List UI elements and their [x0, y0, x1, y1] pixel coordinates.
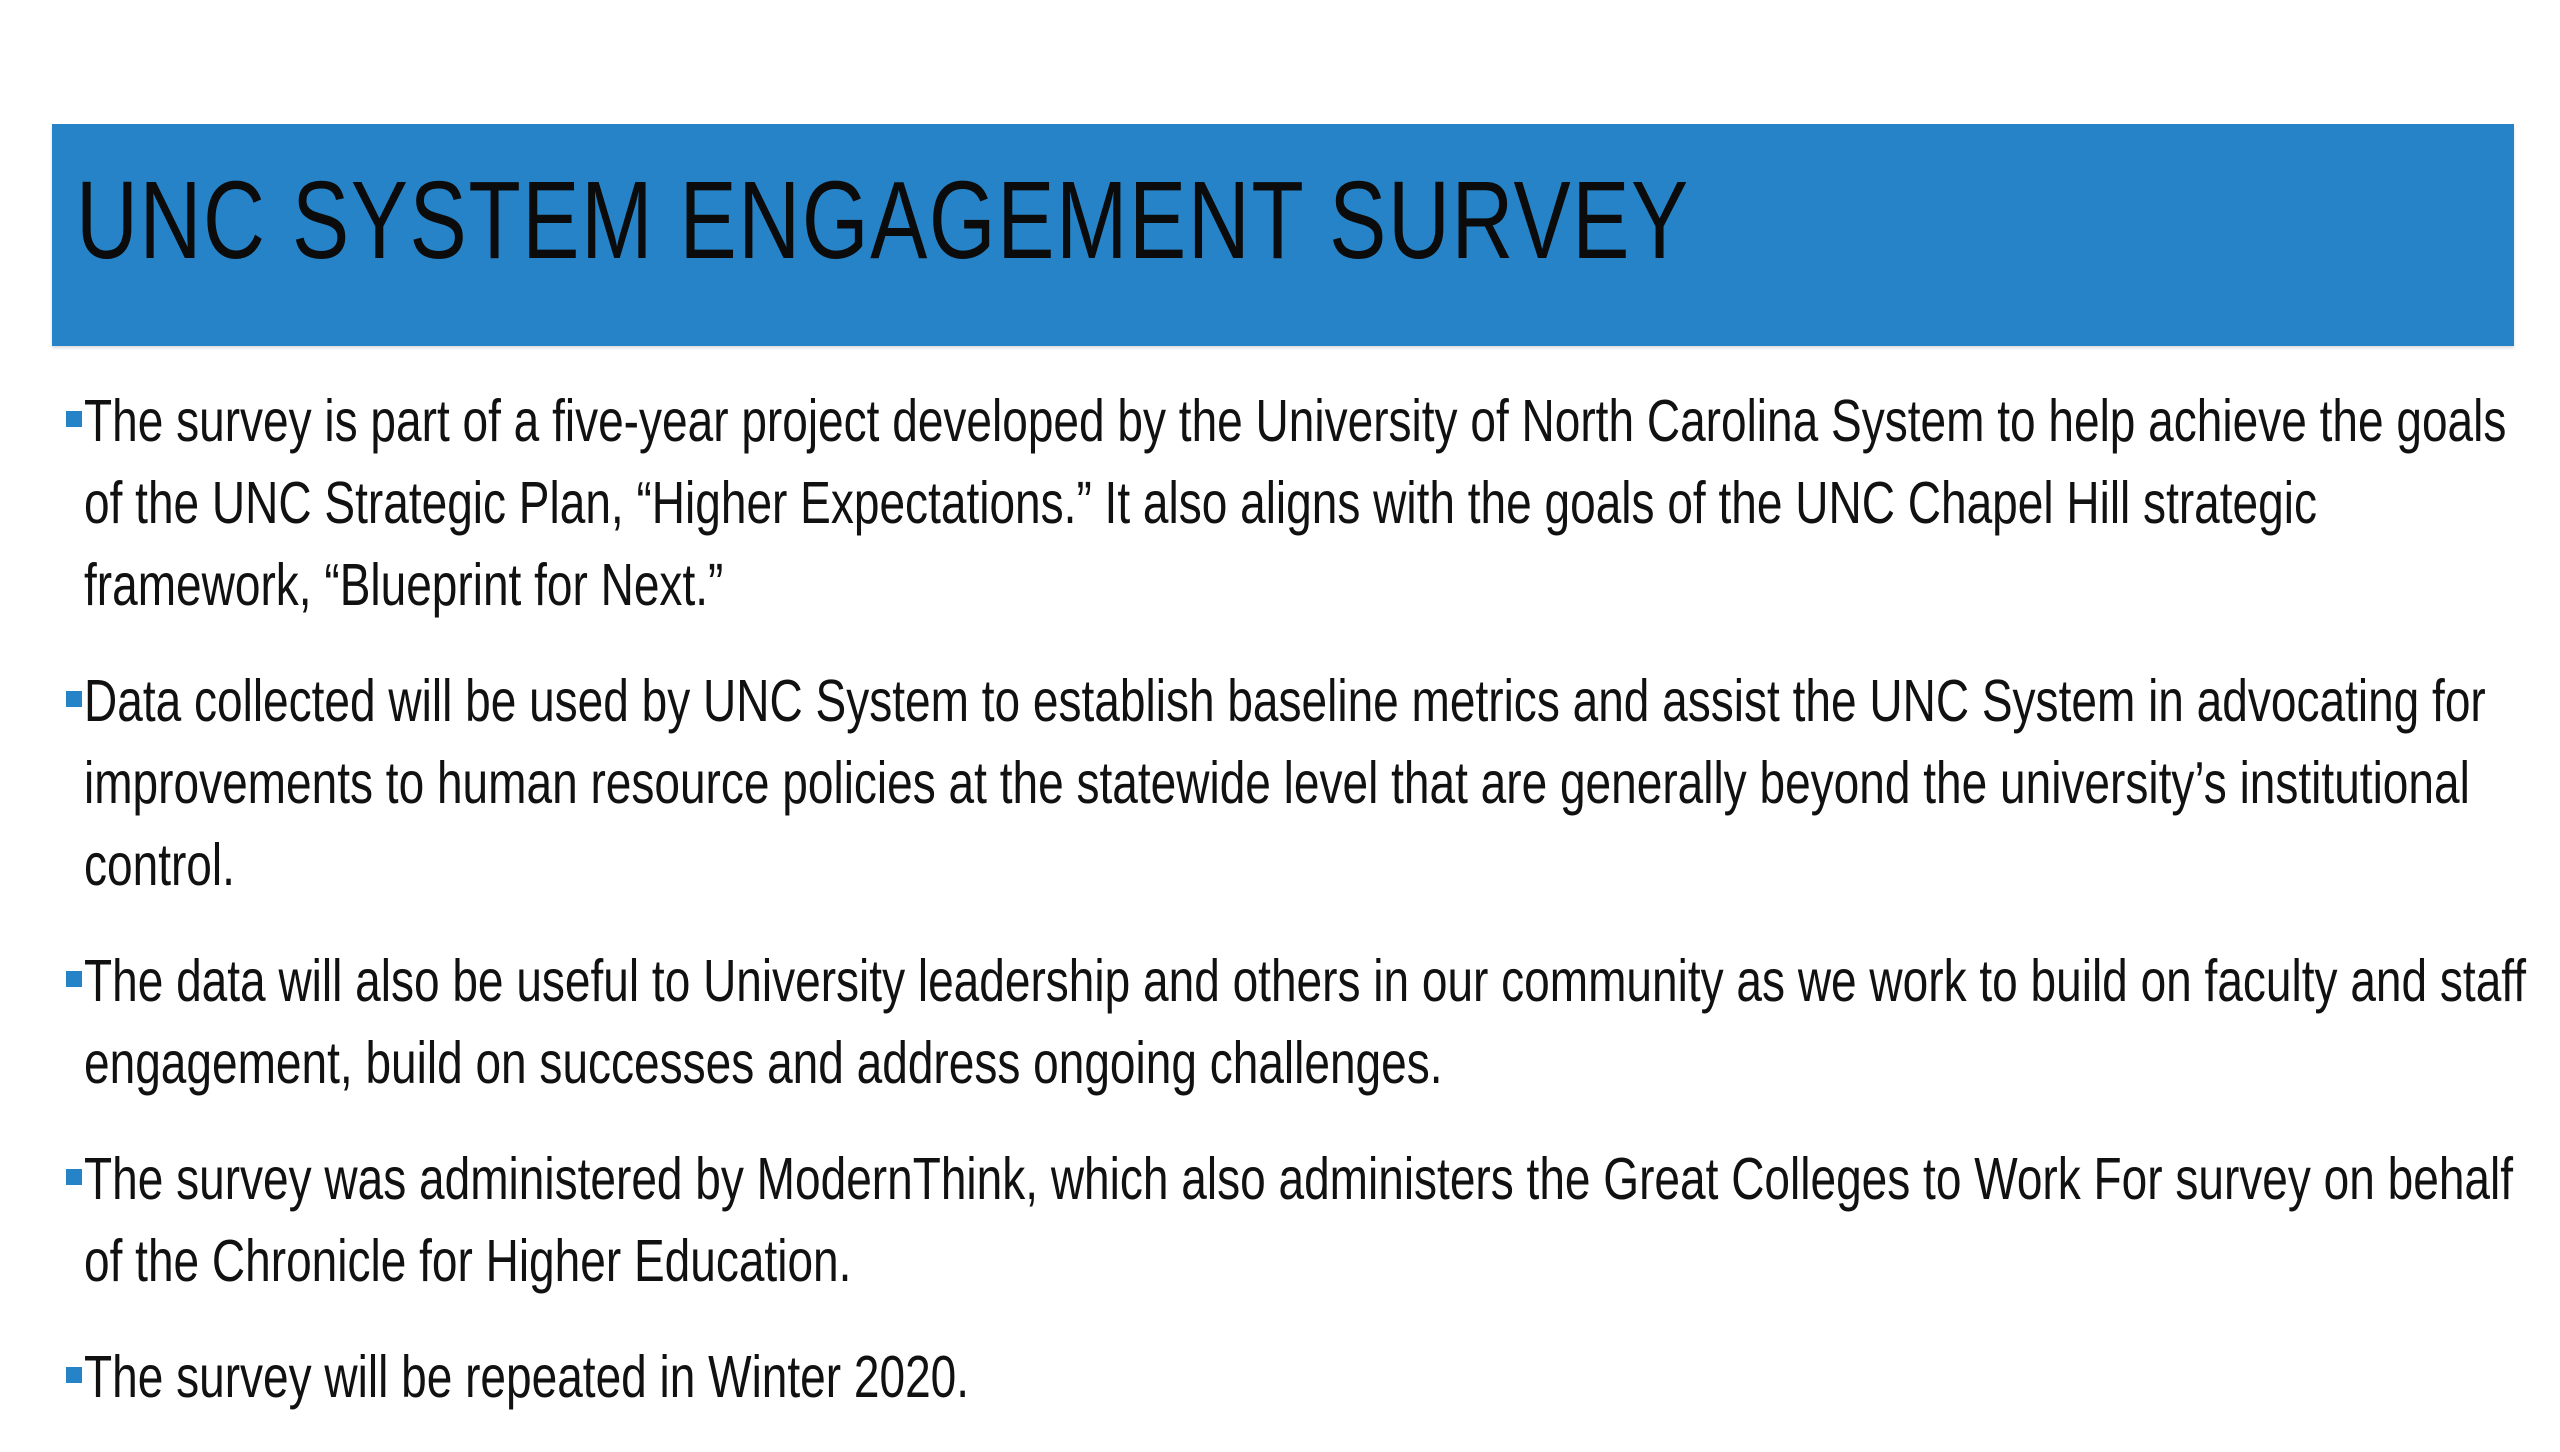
bullet-text: Data collected will be used by UNC System to establish baseline metrics and assist the UNC System in advocating for improvements to human resource policies at the statewide level that are generally beyond the university’s institutional control.	[84, 668, 2486, 898]
bullet-item	[66, 940, 2527, 1104]
bullet-item	[66, 1336, 2506, 1418]
bullet-item	[66, 1138, 2514, 1302]
title-bar	[52, 124, 2514, 346]
bullet-text: The survey was administered by ModernThink, which also administers the Great Colleges to Work For survey on behalf of the Chronicle for Higher Education.	[84, 1146, 2514, 1294]
square-bullet-icon	[66, 411, 82, 427]
square-bullet-icon	[66, 971, 82, 987]
bullet-list	[66, 380, 2527, 1452]
slide-title: UNC SYSTEM ENGAGEMENT SURVEY	[76, 159, 1690, 282]
bullet-item	[66, 660, 2506, 906]
square-bullet-icon	[66, 1169, 82, 1185]
bullet-text: The survey will be repeated in Winter 2020.	[84, 1344, 970, 1410]
bullet-text: The survey is part of a five-year project developed by the University of North Carolina System to help achieve the goals of the UNC Strategic Plan, “Higher Expectations.” It also aligns with the goals of the UNC Chapel Hill strategic framework, “Blueprint for Next.”	[84, 388, 2507, 618]
square-bullet-icon	[66, 691, 82, 707]
square-bullet-icon	[66, 1367, 82, 1383]
bullet-item	[66, 380, 2506, 626]
bullet-text: The data will also be useful to University leadership and others in our community as we work to build on faculty and staff engagement, build on successes and address ongoing challenges.	[84, 948, 2527, 1096]
